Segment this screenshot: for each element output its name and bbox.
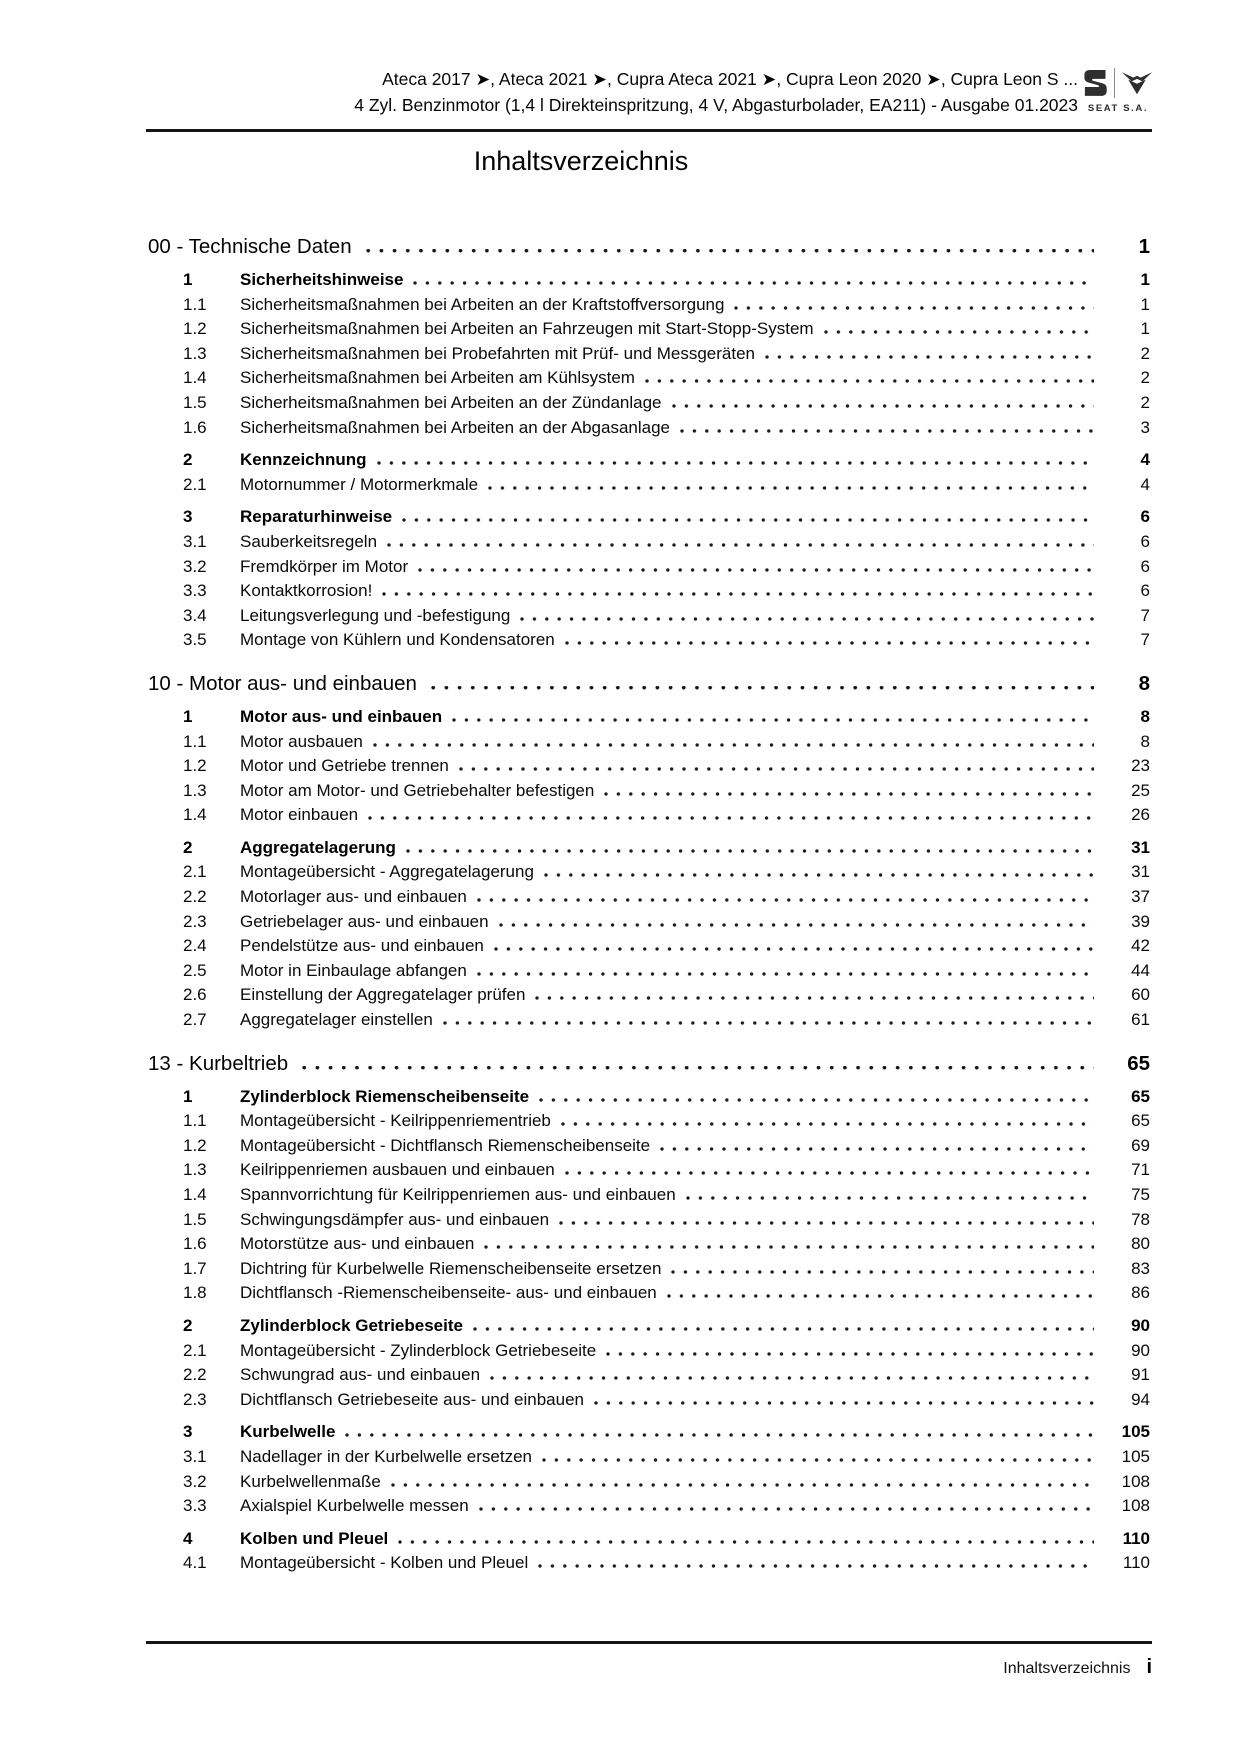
dot-leader (452, 718, 1094, 722)
toc-entry-row[interactable] (148, 1183, 1150, 1208)
toc-item-title: Motor einbauen (240, 805, 359, 825)
toc-item-number: 1.2 (183, 319, 207, 339)
footer-page-number: i (1146, 1656, 1152, 1678)
dot-leader (535, 996, 1094, 1000)
brand-logos (1082, 68, 1154, 98)
toc-item-number: 2.3 (183, 1389, 207, 1409)
dot-leader (672, 404, 1095, 408)
dot-leader (520, 617, 1094, 621)
toc-item-title: Motornummer / Motormerkmale (240, 474, 479, 494)
toc-item-number: 3.1 (183, 1446, 207, 1466)
toc-item-number: 3.3 (183, 1496, 207, 1516)
dot-leader (459, 767, 1094, 771)
toc-entry-row[interactable] (148, 1494, 1150, 1519)
toc-item-title: Motorlager aus- und einbauen (240, 887, 467, 907)
toc-item-page: 6 (1140, 581, 1150, 601)
toc-item-title: Einstellung der Aggregatelager prüfen (240, 985, 526, 1005)
toc-item-page: 37 (1131, 887, 1150, 907)
toc-entry-row[interactable] (148, 779, 1150, 804)
dot-leader (302, 1066, 1094, 1070)
toc-entry-row[interactable] (148, 1109, 1150, 1134)
toc-item-number: 3.5 (183, 630, 207, 650)
header-engine-line: 4 Zyl. Benzinmotor (1,4 l Direkteinspritzung, 4 V, Abgasturbolader, EA211) - Ausgabe 01.2023 (354, 95, 1078, 115)
toc-item-page: 6 (1140, 507, 1150, 527)
brand-block (1082, 68, 1154, 114)
dot-leader (559, 1221, 1094, 1225)
toc-item-page: 65 (1127, 1051, 1150, 1075)
toc-item-number: 2 (183, 837, 193, 857)
dot-leader (561, 1122, 1094, 1126)
toc-entry-row[interactable] (148, 1388, 1150, 1413)
toc-item-title: Montageübersicht - Aggregatelagerung (240, 862, 534, 882)
toc-item-page: 7 (1140, 630, 1150, 650)
toc-entry-row[interactable] (148, 885, 1150, 910)
seat-logo-icon (1084, 70, 1107, 96)
toc-section-row[interactable] (148, 705, 1150, 730)
toc-item-page: 65 (1131, 1111, 1150, 1131)
toc-item-number: 1.5 (183, 392, 207, 412)
toc-entry-row[interactable] (148, 910, 1150, 935)
toc-item-title: Montageübersicht - Dichtflansch Riemenscheibenseite (240, 1135, 651, 1155)
dot-leader (373, 743, 1094, 747)
toc-entry-row[interactable] (148, 1232, 1150, 1257)
toc-item-page: 60 (1131, 985, 1150, 1005)
toc-entry-row[interactable] (148, 1134, 1150, 1159)
toc-item-number: 1.4 (183, 368, 207, 388)
dot-leader (406, 849, 1094, 853)
toc-item-page: 2 (1140, 343, 1150, 363)
toc-item-number: 2.1 (183, 1340, 207, 1360)
toc-item-page: 2 (1140, 392, 1150, 412)
table-of-contents (148, 216, 1150, 1576)
toc-entry-row[interactable] (148, 1339, 1150, 1364)
toc-item-number: 1.5 (183, 1209, 207, 1229)
toc-item-number: 3 (183, 1422, 193, 1442)
toc-item-title: Sicherheitsmaßnahmen bei Arbeiten am Kühlsystem (240, 368, 635, 388)
toc-item-page: 3 (1140, 417, 1150, 437)
toc-item-number: 2.3 (183, 911, 207, 931)
dot-leader (382, 592, 1094, 596)
toc-item-title: Dichtring für Kurbelwelle Riemenscheibenseite ersetzen (240, 1258, 662, 1278)
toc-item-page: 69 (1131, 1135, 1150, 1155)
toc-item-title: Schwingungsdämpfer aus- und einbauen (240, 1209, 550, 1229)
dot-leader (366, 249, 1094, 253)
dot-leader (645, 379, 1094, 383)
toc-item-title: Motor am Motor- und Getriebehalter befestigen (240, 780, 595, 800)
toc-item-page: 61 (1131, 1010, 1150, 1030)
toc-item-number: 2 (183, 450, 193, 470)
toc-item-title: Motorstütze aus- und einbauen (240, 1234, 475, 1254)
dot-leader (671, 1270, 1094, 1274)
toc-item-page: 105 (1121, 1446, 1150, 1466)
dot-leader (594, 1401, 1094, 1405)
toc-section-row[interactable] (148, 1420, 1150, 1445)
toc-section-row[interactable] (148, 448, 1150, 473)
toc-item-title: Sicherheitshinweise (240, 270, 404, 289)
toc-item-page: 90 (1131, 1340, 1150, 1360)
toc-entry-row[interactable] (148, 959, 1150, 984)
toc-item-number: 1.3 (183, 343, 207, 363)
toc-item-title: Kontaktkorrosion! (240, 581, 373, 601)
dot-leader (542, 1458, 1094, 1462)
toc-entry-row[interactable] (148, 983, 1150, 1008)
toc-item-page: 91 (1131, 1365, 1150, 1385)
toc-item-page: 2 (1140, 368, 1150, 388)
toc-item-page: 65 (1131, 1086, 1150, 1106)
toc-item-title: Nadellager in der Kurbelwelle ersetzen (240, 1446, 532, 1466)
dot-leader (477, 898, 1094, 902)
toc-item-number: 4 (183, 1528, 193, 1548)
toc-item-number: 1 (183, 706, 193, 726)
page-header (354, 66, 1078, 118)
toc-item-number: 1.3 (183, 1160, 207, 1180)
brand-caption: SEAT S.A. (1087, 103, 1149, 114)
toc-item-title: Schwungrad aus- und einbauen (240, 1365, 481, 1385)
toc-entry-row[interactable] (148, 1551, 1150, 1576)
toc-item-title: 00 - Technische Daten (148, 235, 352, 258)
toc-item-title: Zylinderblock Getriebeseite (240, 1315, 463, 1335)
toc-item-page: 39 (1131, 911, 1150, 931)
toc-item-page: 1 (1140, 270, 1150, 289)
dot-leader (387, 543, 1094, 547)
toc-item-page: 7 (1140, 605, 1150, 625)
toc-item-title: Sicherheitsmaßnahmen bei Arbeiten an Fahrzeugen mit Start-Stopp-System (240, 319, 814, 339)
cupra-logo-icon (1122, 71, 1152, 95)
toc-item-page: 8 (1140, 731, 1150, 751)
toc-item-number: 2 (183, 1315, 193, 1335)
toc-item-title: Dichtflansch Getriebeseite aus- und einbauen (240, 1389, 584, 1409)
toc-item-title: Aggregatelagerung (240, 837, 396, 857)
toc-entry-row[interactable] (148, 604, 1150, 629)
dot-leader (402, 518, 1094, 522)
dot-leader (499, 923, 1094, 927)
toc-item-title: Leitungsverlegung und -befestigung (240, 605, 511, 625)
toc-item-number: 1.6 (183, 1234, 207, 1254)
toc-entry-row[interactable] (148, 530, 1150, 555)
toc-item-number: 1 (183, 270, 193, 289)
toc-item-page: 83 (1131, 1258, 1150, 1278)
toc-item-number: 2.4 (183, 936, 207, 956)
toc-entry-row[interactable] (148, 579, 1150, 604)
toc-entry-row[interactable] (148, 860, 1150, 885)
toc-entry-row[interactable] (148, 730, 1150, 755)
toc-item-title: Zylinderblock Riemenscheibenseite (240, 1086, 530, 1106)
toc-entry-row[interactable] (148, 1257, 1150, 1282)
toc-item-number: 1.4 (183, 805, 207, 825)
toc-item-number: 1.1 (183, 294, 207, 314)
toc-entry-row[interactable] (148, 1363, 1150, 1388)
dot-leader (604, 792, 1094, 796)
header-models-line: Ateca 2017 ➤, Ateca 2021 ➤, Cupra Ateca 2021 ➤, Cupra Leon 2020 ➤, Cupra Leon S ... (382, 69, 1078, 89)
toc-item-number: 3.3 (183, 581, 207, 601)
toc-item-page: 1 (1140, 319, 1150, 339)
dot-leader (490, 1376, 1094, 1380)
toc-section-row[interactable] (148, 1085, 1150, 1110)
dot-leader (488, 486, 1094, 490)
toc-item-title: Motor ausbauen (240, 731, 363, 751)
dot-leader (565, 1171, 1094, 1175)
toc-item-page: 110 (1122, 1528, 1150, 1548)
toc-item-title: Spannvorrichtung für Keilrippenriemen aus- und einbauen (240, 1185, 676, 1204)
toc-item-title: Montageübersicht - Keilrippenriementrieb (240, 1111, 551, 1131)
toc-item-number: 1.3 (183, 780, 207, 800)
toc-item-title: Motor in Einbaulage abfangen (240, 960, 467, 980)
toc-item-title: Sauberkeitsregeln (240, 531, 378, 551)
toc-item-number: 2.2 (183, 1365, 207, 1385)
toc-item-page: 31 (1131, 837, 1150, 857)
toc-entry-row[interactable] (148, 342, 1150, 367)
dot-leader (431, 686, 1094, 690)
toc-item-page: 25 (1131, 780, 1150, 800)
toc-item-title: Pendelstütze aus- und einbauen (240, 936, 484, 956)
toc-item-page: 4 (1140, 450, 1150, 470)
dot-leader (824, 330, 1094, 334)
toc-chapter-row[interactable] (148, 234, 1150, 260)
toc-item-title: Montageübersicht - Zylinderblock Getriebeseite (240, 1340, 597, 1360)
dot-leader (538, 1564, 1094, 1568)
toc-entry-row[interactable] (148, 1281, 1150, 1306)
dot-leader (660, 1147, 1094, 1151)
toc-item-title: Kolben und Pleuel (240, 1528, 389, 1548)
dot-leader (606, 1352, 1094, 1356)
dot-leader (484, 1245, 1094, 1249)
footer-rule (146, 1641, 1152, 1644)
toc-entry-row[interactable] (148, 317, 1150, 342)
dot-leader (345, 1433, 1094, 1437)
toc-item-title: Montage von Kühlern und Kondensatoren (240, 630, 555, 650)
dot-leader (686, 1196, 1094, 1200)
toc-item-page: 94 (1131, 1389, 1150, 1409)
toc-item-number: 1.1 (183, 1111, 207, 1131)
toc-item-title: Sicherheitsmaßnahmen bei Probefahrten mit Prüf- und Messgeräten (240, 343, 755, 363)
toc-item-number: 1.8 (183, 1283, 207, 1303)
toc-item-page: 31 (1131, 862, 1150, 882)
toc-item-page: 8 (1138, 671, 1150, 695)
toc-entry-row[interactable] (148, 293, 1150, 318)
toc-section-row[interactable] (148, 1527, 1150, 1552)
toc-item-page: 42 (1131, 936, 1150, 956)
toc-item-number: 1.1 (183, 731, 207, 751)
toc-item-title: Aggregatelager einstellen (240, 1010, 433, 1030)
toc-item-page: 71 (1131, 1160, 1150, 1180)
toc-item-page: 110 (1122, 1553, 1150, 1573)
toc-item-number: 3.2 (183, 556, 207, 576)
toc-item-number: 1.4 (183, 1185, 207, 1204)
toc-item-page: 26 (1131, 805, 1150, 825)
dot-leader (734, 306, 1094, 310)
toc-item-title: Kurbelwelle (240, 1422, 336, 1442)
toc-item-title: 13 - Kurbeltrieb (148, 1051, 289, 1075)
toc-item-page: 4 (1140, 474, 1150, 494)
toc-item-page: 1 (1140, 294, 1150, 314)
dot-leader (544, 873, 1094, 877)
toc-item-number: 3 (183, 507, 193, 527)
toc-section-row[interactable] (148, 268, 1150, 293)
dot-leader (479, 1507, 1094, 1511)
dot-leader (413, 281, 1094, 285)
toc-item-page: 44 (1131, 960, 1150, 980)
toc-item-number: 2.1 (183, 474, 207, 494)
page-title: Inhaltsverzeichnis (473, 146, 689, 176)
toc-item-title: Montageübersicht - Kolben und Pleuel (240, 1553, 529, 1573)
dot-leader (765, 355, 1094, 359)
dot-leader (494, 947, 1094, 951)
dot-leader (368, 816, 1094, 820)
toc-item-number: 2.1 (183, 862, 207, 882)
toc-section-row[interactable] (148, 836, 1150, 861)
toc-entry-row[interactable] (148, 1470, 1150, 1495)
toc-item-number: 1.7 (183, 1258, 207, 1278)
dot-leader (477, 972, 1094, 976)
dot-leader (391, 1483, 1094, 1487)
toc-item-page: 1 (1138, 235, 1150, 258)
toc-item-title: Getriebelager aus- und einbauen (240, 911, 489, 931)
dot-leader (667, 1294, 1094, 1298)
dot-leader (473, 1327, 1094, 1331)
toc-entry-row[interactable] (148, 391, 1150, 416)
toc-item-number: 1.2 (183, 756, 207, 776)
toc-item-title: Fremdkörper im Motor (240, 556, 409, 576)
dot-leader (539, 1098, 1094, 1102)
toc-item-title: 10 - Motor aus- und einbauen (148, 671, 417, 695)
toc-entry-row[interactable] (148, 754, 1150, 779)
dot-leader (398, 1540, 1094, 1544)
toc-item-page: 75 (1131, 1185, 1150, 1204)
toc-entry-row[interactable] (148, 366, 1150, 391)
toc-item-title: Motor und Getriebe trennen (240, 756, 449, 776)
toc-item-number: 2.6 (183, 985, 207, 1005)
toc-item-number: 2.2 (183, 887, 207, 907)
dot-leader (377, 461, 1094, 465)
toc-entry-row[interactable] (148, 555, 1150, 580)
footer-section-label: Inhaltsverzeichnis (1003, 1660, 1131, 1677)
page-footer (1003, 1656, 1152, 1679)
toc-item-title: Sicherheitsmaßnahmen bei Arbeiten an der Kraftstoffversorgung (240, 294, 725, 314)
dot-leader (680, 429, 1094, 433)
toc-item-title: Dichtflansch -Riemenscheibenseite- aus- und einbauen (240, 1283, 657, 1303)
toc-item-title: Reparaturhinweise (240, 507, 393, 527)
toc-item-number: 3.2 (183, 1471, 207, 1491)
toc-entry-row[interactable] (148, 803, 1150, 828)
toc-item-page: 8 (1140, 706, 1150, 726)
toc-item-number: 3.1 (183, 531, 207, 551)
toc-item-number: 1.6 (183, 417, 207, 437)
toc-item-page: 23 (1131, 756, 1150, 776)
toc-entry-row[interactable] (148, 416, 1150, 441)
toc-entry-row[interactable] (148, 1008, 1150, 1033)
dot-leader (565, 641, 1094, 645)
toc-chapter-row[interactable] (148, 1051, 1150, 1077)
toc-item-title: Kennzeichnung (240, 450, 367, 470)
toc-entry-row[interactable] (148, 1445, 1150, 1470)
toc-chapter-row[interactable] (148, 671, 1150, 697)
toc-item-title: Motor aus- und einbauen (240, 706, 443, 726)
toc-section-row[interactable] (148, 1314, 1150, 1339)
dot-leader (418, 568, 1094, 572)
toc-item-page: 6 (1140, 556, 1150, 576)
toc-item-title: Sicherheitsmaßnahmen bei Arbeiten an der Zündanlage (240, 392, 662, 412)
toc-item-number: 3.4 (183, 605, 207, 625)
toc-entry-row[interactable] (148, 628, 1150, 653)
toc-entry-row[interactable] (148, 473, 1150, 498)
toc-item-page: 105 (1121, 1422, 1150, 1442)
toc-item-number: 4.1 (183, 1553, 207, 1573)
dot-leader (443, 1021, 1094, 1025)
toc-item-title: Axialspiel Kurbelwelle messen (240, 1496, 469, 1516)
toc-entry-row[interactable] (148, 1158, 1150, 1183)
toc-item-title: Keilrippenriemen ausbauen und einbauen (240, 1160, 555, 1180)
toc-item-page: 78 (1131, 1209, 1150, 1229)
toc-item-title: Kurbelwellenmaße (240, 1471, 381, 1491)
toc-entry-row[interactable] (148, 934, 1150, 959)
toc-item-number: 1 (183, 1086, 193, 1106)
toc-item-number: 1.2 (183, 1135, 207, 1155)
header-rule (146, 129, 1152, 132)
toc-item-page: 80 (1131, 1234, 1150, 1254)
toc-entry-row[interactable] (148, 1208, 1150, 1233)
toc-item-page: 6 (1140, 531, 1150, 551)
toc-section-row[interactable] (148, 505, 1150, 530)
toc-item-page: 90 (1131, 1315, 1150, 1335)
toc-item-page: 86 (1131, 1283, 1150, 1303)
toc-item-title: Sicherheitsmaßnahmen bei Arbeiten an der Abgasanlage (240, 417, 671, 437)
toc-item-number: 2.5 (183, 960, 207, 980)
toc-item-page: 108 (1121, 1471, 1150, 1491)
toc-item-number: 2.7 (183, 1010, 207, 1030)
toc-item-page: 108 (1121, 1496, 1150, 1516)
logo-divider (1114, 68, 1116, 98)
